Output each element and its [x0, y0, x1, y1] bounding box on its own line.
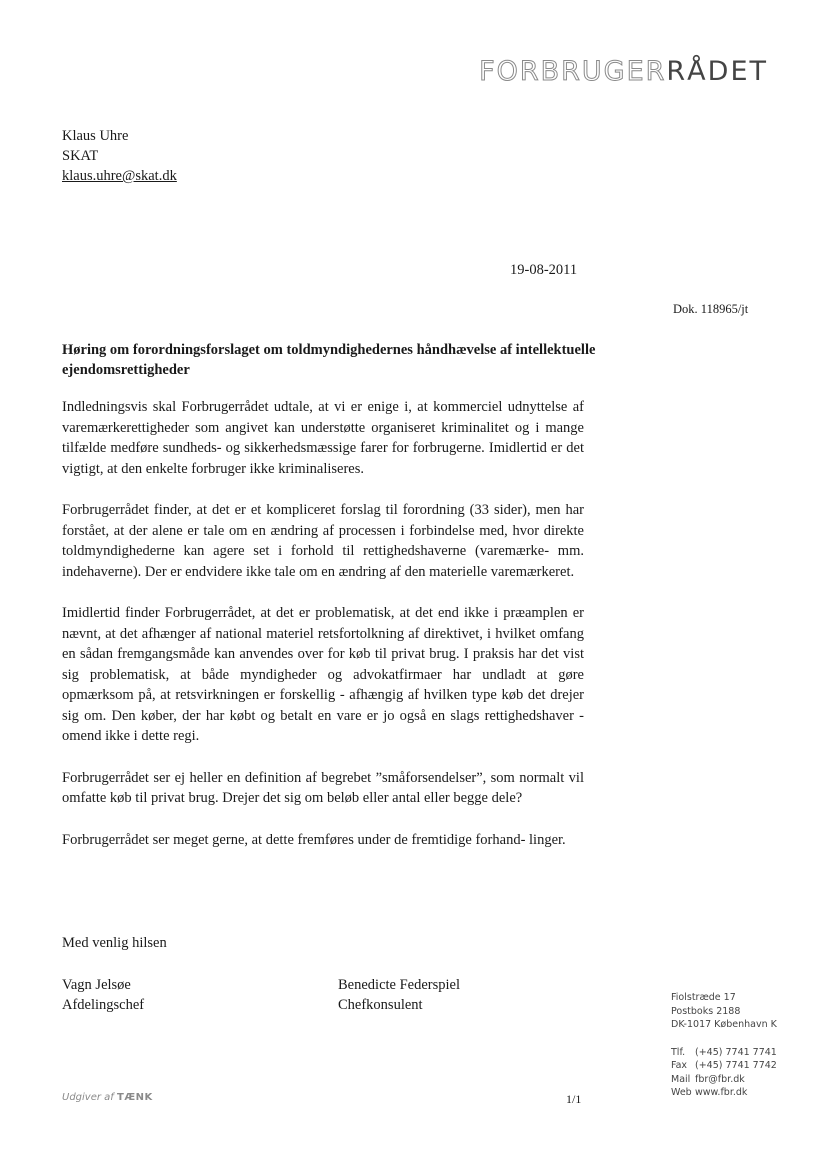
web-link[interactable]: www.fbr.dk	[695, 1087, 748, 1098]
letter-body	[62, 397, 584, 871]
recipient-email-link[interactable]: klaus.uhre@skat.dk	[62, 168, 177, 184]
address-pobox: Postboks 2188	[671, 1005, 741, 1017]
phone-label: Tlf.	[671, 1046, 686, 1058]
paragraph-4: Forbrugerrådet ser ej heller en definition af begrebet ”småforsendelser”, som normalt vil omfatte køb til privat brug. Drejer det sig om beløb eller antal eller begge dele?	[62, 769, 584, 806]
paragraph-5: Forbrugerrådet ser meget gerne, at dette fremføres under de fremtidige forhand- linger.	[62, 831, 566, 848]
address-city: DK-1017 København K	[671, 1019, 777, 1030]
closing-greeting: Med venlig hilsen	[62, 935, 167, 951]
mail-link[interactable]: fbr@fbr.dk	[695, 1073, 745, 1085]
paragraph-3: Imidlertid finder Forbrugerrådet, at det er problematisk, at det end ikke i præamplen er nævnt, at det afhænger af national materiel retsfortolkning af direktivet, i hvilket omfang en sådan fremgangsmåde kan anvendes over for køb til privat brug. I praksis har det vist sig problematisk, at både myndigheder og advokatfirmaer har undladt at gøre opmærksom på, at retsvirkningen er forskellig - afhængig af hvilken type køb det drejer sig om. Den køber, der har købt og betalt en vare er jo også en slags rettighedshaver - omend ikke i dette regi.	[62, 605, 584, 744]
contact-block	[671, 991, 777, 1100]
paragraph-2: Forbrugerrådet finder, at det er et kompliceret forslag til forordning (33 sider), men har forstået, at der alene er tale om en ændring af processen i forbindelse med, hvor direkte toldmyndighederne kan agere set i forhold til rettighedshaverne (varemærke- mm. indehaverne). Der er endvidere ikke tale om en ændring af den materielle varemærkeret.	[62, 502, 584, 580]
signatory-2	[338, 975, 460, 1015]
web-label: Web	[671, 1087, 692, 1098]
mail-label: Mail	[671, 1073, 691, 1085]
contact-web	[671, 1086, 777, 1100]
page-number: 1/1	[566, 1092, 582, 1106]
paragraph-1: Indledningsvis skal Forbrugerrådet udtale, at vi er enige i, at kommerciel udnyttelse af varemærkerettigheder som angivet kan understøtte organiseret kriminalitet og i mange tilfælde medføre sundheds- og sikkerhedsmæssige farer for forbrugerne. Imidlertid er det vigtigt, at den enkelte forbruger ikke kriminaliseres.	[62, 399, 584, 477]
signatory-role: Afdelingschef	[62, 997, 145, 1013]
signatory-role: Chefkonsulent	[338, 997, 423, 1013]
letter-date: 19-08-2011	[510, 262, 578, 278]
letter-title: Høring om forordningsforslaget om toldmyndighedernes håndhævelse af intellektuelle ejendomsrettigheder	[62, 342, 596, 378]
signatory-name: Vagn Jelsøe	[62, 977, 131, 993]
recipient-org: SKAT	[62, 148, 99, 164]
recipient-block	[62, 126, 177, 186]
phone-value: (+45) 7741 7741	[695, 1046, 777, 1058]
fax-value: (+45) 7741 7742	[695, 1060, 777, 1071]
contact-phone	[671, 1046, 777, 1060]
fax-label: Fax	[671, 1060, 688, 1071]
recipient-name: Klaus Uhre	[62, 128, 129, 144]
signatory-1	[62, 975, 144, 1015]
signatory-name: Benedicte Federspiel	[338, 977, 460, 993]
publisher-footer	[62, 1092, 153, 1103]
publisher-prefix: Udgiver af	[62, 1092, 114, 1103]
logo-light-part: FORBRUGER	[479, 56, 667, 87]
document-reference: Dok. 118965/jt	[673, 302, 749, 316]
forbrugerraadet-logo	[479, 56, 768, 87]
contact-fax	[671, 1059, 777, 1073]
taenk-brand: TÆNK	[117, 1092, 153, 1103]
logo-dark-part: RÅDET	[666, 56, 768, 87]
contact-mail	[671, 1073, 777, 1087]
address-street: Fiolstræde 17	[671, 992, 736, 1003]
